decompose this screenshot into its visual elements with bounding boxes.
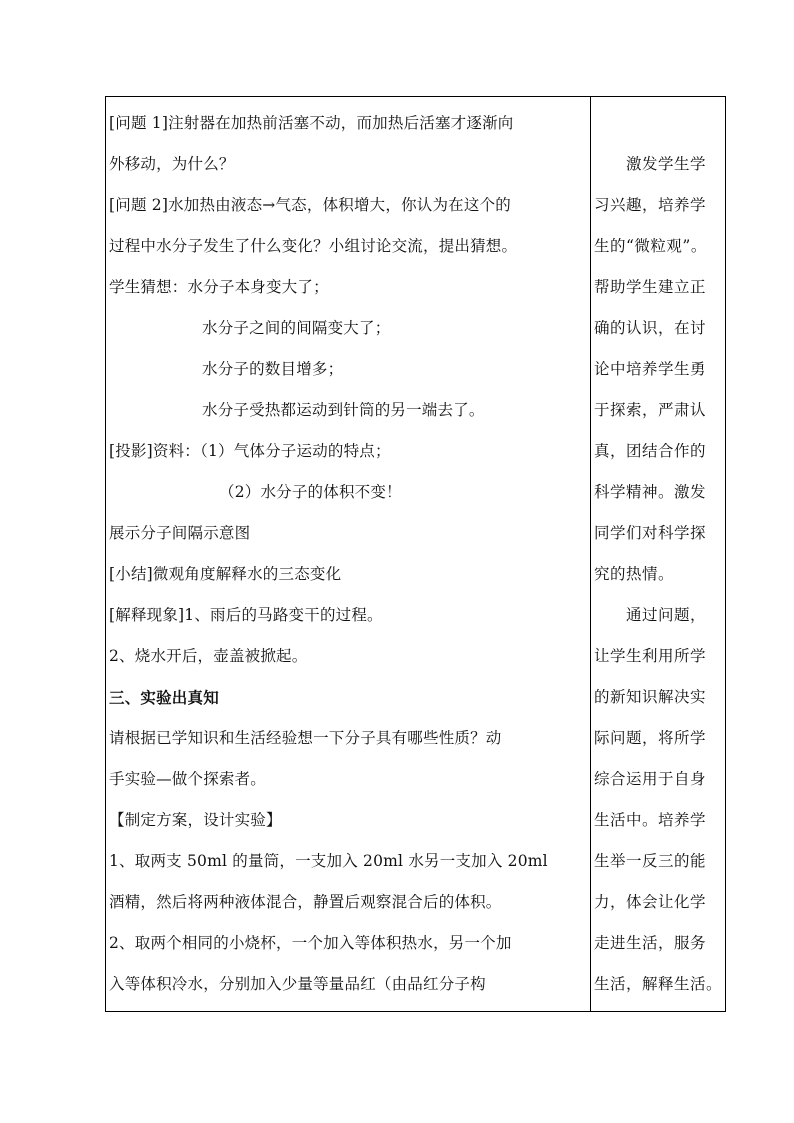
intent-line: 激发学生学: [626, 155, 707, 173]
intent-line: 际问题，将所学: [594, 729, 707, 747]
intent-line: 让学生利用所学: [594, 647, 707, 665]
intent-line: 生的“微粒观”。: [594, 237, 707, 255]
column-divider: [590, 97, 591, 1011]
content-line: 水分子受热都运动到针筒的另一端去了。: [202, 401, 485, 419]
content-line: 外移动，为什么？: [109, 155, 235, 173]
intent-line: 走进生活，服务: [594, 934, 707, 952]
content-line: [投影]资料：（1）气体分子运动的特点；: [109, 442, 391, 460]
intent-line: [594, 103, 726, 144]
intent-line: 的新知识解决实: [594, 688, 707, 706]
content-line: 请根据已学知识和生活经验想一下分子具有哪些性质？动: [109, 729, 502, 747]
content-line: 【制定方案，设计实验】: [109, 811, 282, 829]
intent-line: 科学精神。激发: [594, 483, 707, 501]
intent-line: 通过问题，: [626, 606, 707, 624]
content-line: 2、取两个相同的小烧杯，一个加入等体积热水，另一个加: [109, 934, 512, 952]
lesson-table: [105, 96, 726, 1012]
intent-line: 同学们对科学探: [594, 524, 707, 542]
intent-line: 力，体会让化学: [594, 893, 707, 911]
content-line: [问题 2]水加热由液态→气态，体积增大，你认为在这个的: [109, 196, 511, 214]
intent-line: 于探索，严肃认: [594, 401, 707, 419]
section-heading: 三、实验出真知: [109, 688, 219, 707]
content-line: 1、取两支 50ml 的量筒，一支加入 20ml 水另一支加入 20ml: [109, 852, 548, 870]
content-line: [解释现象]1、雨后的马路变干的过程。: [109, 606, 383, 624]
intent-line: 帮助学生建立正: [594, 278, 707, 296]
intent-line: 生举一反三的能: [594, 852, 707, 870]
content-line: 学生猜想：水分子本身变大了；: [109, 278, 329, 296]
intent-line: 究的热情。: [594, 565, 675, 583]
content-line: 水分子的数目增多；: [202, 360, 344, 378]
intent-line: 习兴趣，培养学: [594, 196, 707, 214]
content-line: [问题 1]注射器在加热前活塞不动，而加热后活塞才逐渐向: [109, 114, 514, 132]
intent-line: 综合运用于自身: [594, 770, 707, 788]
content-line: 展示分子间隔示意图: [109, 524, 251, 542]
content-line: 水分子之间的间隔变大了；: [202, 319, 391, 337]
intent-line: 论中培养学生勇: [594, 360, 707, 378]
intent-line: 确的认识，在讨: [594, 319, 707, 337]
design-intent-column: [594, 103, 726, 1005]
content-line: 酒精，然后将两种液体混合，静置后观察混合后的体积。: [109, 893, 502, 911]
teaching-content-column: [109, 103, 587, 1005]
content-line: 入等体积冷水，分别加入少量等量品红（由品红分子构: [109, 975, 486, 993]
content-line: 2、烧水开后，壶盖被掀起。: [109, 647, 308, 665]
content-line: （2）水分子的体积不变！: [219, 483, 402, 501]
intent-line: 生活中。培养学: [594, 811, 707, 829]
content-line: [小结]微观角度解释水的三态变化: [109, 565, 342, 583]
intent-line: 生活，解释生活。: [594, 975, 723, 993]
content-line: 手实验—做个探索者。: [109, 770, 267, 788]
content-line: 过程中水分子发生了什么变化？小组讨论交流，提出猜想。: [109, 237, 518, 255]
intent-line: 真，团结合作的: [594, 442, 707, 460]
